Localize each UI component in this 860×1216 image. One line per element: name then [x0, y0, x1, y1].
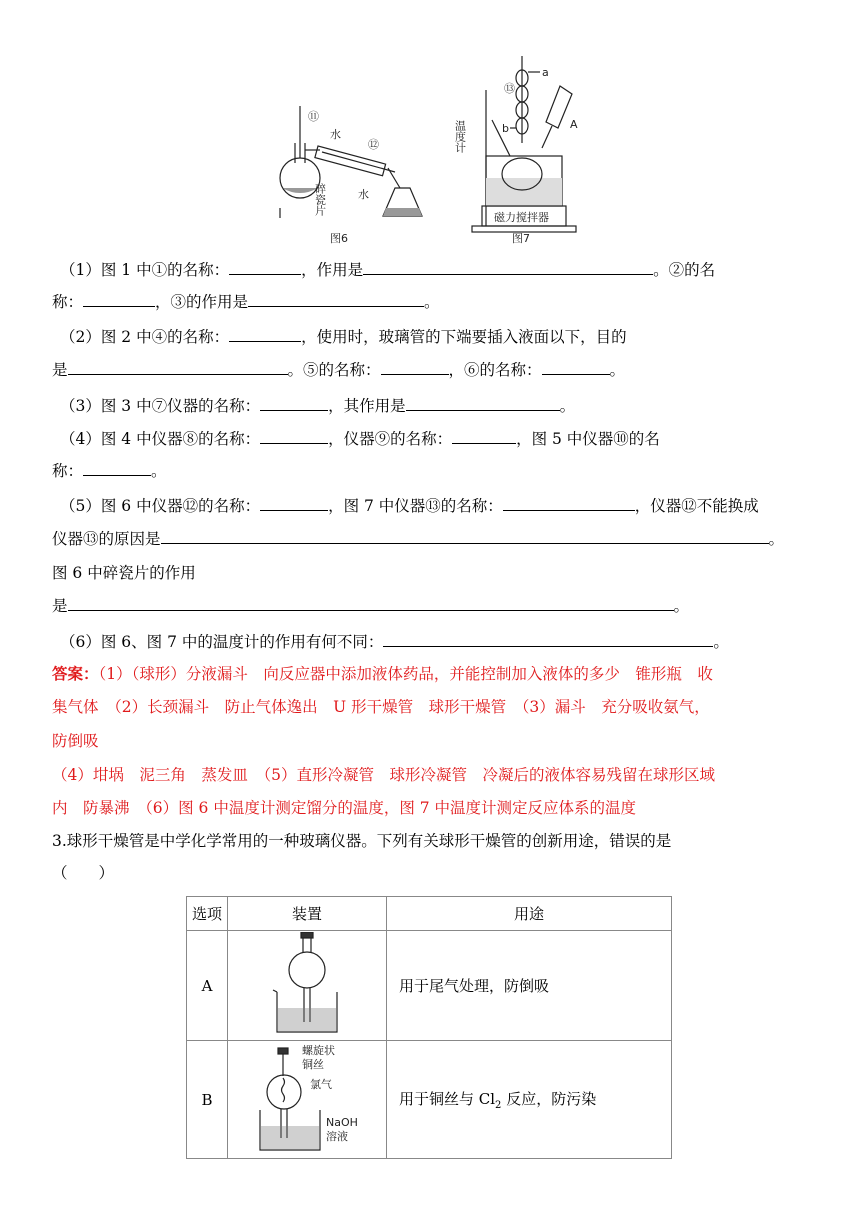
- q4-blank-3[interactable]: [83, 459, 151, 476]
- q1-blank-2[interactable]: [363, 258, 653, 275]
- figure-7: [472, 56, 576, 232]
- q2-blank-2[interactable]: [68, 358, 288, 375]
- q3-text-c: 。: [559, 397, 576, 415]
- question-5-line-4: [52, 594, 689, 617]
- q1-text-c: 。②的名: [653, 261, 716, 279]
- question-4-line-2: [52, 459, 167, 482]
- row-b-use-a: 用于铜丝与 Cl: [399, 1090, 496, 1108]
- q4-text-e: 。: [151, 462, 167, 480]
- answer-text-2: 集气体 （2）长颈漏斗 防止气体逸出 U 形干燥管 球形干燥管 （3）漏斗 充分吸收氨气，: [52, 698, 710, 716]
- q6-text-b: 。: [713, 633, 729, 651]
- figures-6-7: [260, 48, 620, 248]
- question-5-line-1: [60, 494, 759, 517]
- label-copper-wire: 铜丝: [302, 1057, 324, 1071]
- answer-text-5: 内 防暴沸 （6）图 6 中温度计测定馏分的温度，图 7 中温度计测定反应体系的温度: [52, 799, 637, 817]
- fig6-caption: 图6: [330, 232, 348, 245]
- problem-3-answer-paren[interactable]: （ ）: [52, 864, 115, 882]
- q4-text-d: 称：: [52, 462, 84, 480]
- answer-line-2: [52, 696, 710, 718]
- answer-text-4: （4）坩埚 泥三角 蒸发皿 （5）直形冷凝管 球形冷凝管 冷凝后的液体容易残留在球形区域: [52, 766, 715, 784]
- header-use: 用途: [387, 897, 672, 931]
- row-a-use: 用于尾气处理，防倒吸: [387, 931, 672, 1041]
- answer-text-3: 防倒吸: [52, 732, 99, 750]
- q5-blank-2[interactable]: [503, 494, 635, 511]
- question-1-line-1: [60, 258, 715, 281]
- answer-text-1: （1）（球形）分液漏斗 向反应器中添加液体药品，并能控制加入液体的多少 锥形瓶 收: [98, 665, 713, 683]
- fig6-label-chips: 碎瓷片: [313, 183, 327, 216]
- q3-blank-2[interactable]: [406, 394, 560, 411]
- q2-text-c: 是: [52, 361, 68, 379]
- answer-label: 答案：: [52, 664, 99, 683]
- q5-blank-1[interactable]: [260, 494, 328, 511]
- q1-blank-3[interactable]: [83, 290, 155, 307]
- q3-text-b: ，其作用是: [328, 397, 406, 415]
- question-4-line-1: [60, 427, 660, 450]
- q1-text-e: ，③的作用是: [155, 293, 249, 311]
- fig7-label-a: a: [542, 66, 549, 79]
- question-5-line-2: [52, 527, 784, 550]
- question-2-line-2: [52, 358, 625, 381]
- fig6-label-11: ⑪: [308, 110, 319, 123]
- fig7-label-stirrer: 磁力搅拌器: [494, 211, 549, 224]
- row-b-use: [387, 1041, 672, 1159]
- table-row: [187, 1041, 672, 1159]
- fig7-label-A: A: [570, 118, 578, 131]
- q5-blank-4[interactable]: [68, 594, 674, 611]
- figure-6: [280, 106, 422, 218]
- problem-3-text: 3.球形干燥管是中学化学常用的一种玻璃仪器。下列有关球形干燥管的创新用途，错误的是: [52, 832, 672, 850]
- question-1-line-2: [52, 290, 440, 313]
- q4-blank-2[interactable]: [452, 427, 516, 444]
- row-b-use-b: 反应，防污染: [501, 1090, 597, 1108]
- fig7-label-b: b: [502, 122, 509, 135]
- q2-blank-1[interactable]: [229, 325, 301, 342]
- row-a-option: A: [187, 931, 228, 1041]
- question-2-line-1: [60, 325, 627, 348]
- q1-text-b: ，作用是: [301, 261, 364, 279]
- q1-text-a: （1）图 1 中①的名称：: [60, 261, 230, 279]
- q4-text-b: ，仪器⑨的名称：: [328, 430, 453, 448]
- q2-text-f: 。: [609, 361, 626, 379]
- q5-text-e: 。: [768, 530, 785, 548]
- question-3-line: [60, 394, 575, 417]
- q5-text-a: （5）图 6 中仪器⑫的名称：: [60, 497, 261, 515]
- q2-text-b: ，使用时，玻璃管的下端要插入液面以下，目的: [301, 328, 627, 346]
- row-b-device: [228, 1041, 387, 1159]
- fig7-label-13: ⑬: [504, 82, 515, 95]
- q5-text-f: 图 6 中碎瓷片的作用: [52, 564, 196, 582]
- options-table: [186, 896, 672, 1159]
- q2-text-a: （2）图 2 中④的名称：: [60, 328, 230, 346]
- q5-text-d: 仪器⑬的原因是: [52, 530, 161, 548]
- fig6-label-12: ⑫: [368, 138, 379, 151]
- answer-line-1: [52, 663, 713, 685]
- q3-blank-1[interactable]: [260, 394, 328, 411]
- question-5-line-3: [52, 562, 196, 584]
- answer-line-3: [52, 730, 99, 752]
- q2-blank-4[interactable]: [542, 358, 610, 375]
- q4-text-a: （4）图 4 中仪器⑧的名称：: [60, 430, 261, 448]
- drying-tube-inverted-diagram: [247, 932, 367, 1036]
- q1-blank-4[interactable]: [248, 290, 424, 307]
- fig7-label-thermometer: 温度计: [453, 120, 467, 153]
- label-solution: 溶液: [326, 1129, 348, 1143]
- q5-text-b: ，图 7 中仪器⑬的名称：: [328, 497, 503, 515]
- q4-text-c: ，图 5 中仪器⑩的名: [516, 430, 660, 448]
- q1-blank-1[interactable]: [229, 258, 301, 275]
- problem-3-stem: [52, 830, 671, 852]
- question-6-line: [60, 630, 729, 653]
- table-header-row: [187, 897, 672, 931]
- label-naoh: NaOH: [326, 1115, 358, 1129]
- q2-blank-3[interactable]: [381, 358, 449, 375]
- q3-text-a: （3）图 3 中⑦仪器的名称：: [60, 397, 261, 415]
- q5-text-c: ，仪器⑫不能换成: [634, 497, 759, 515]
- q2-text-e: ，⑥的名称：: [448, 361, 542, 379]
- row-b-use-sub: 2: [495, 1100, 502, 1111]
- label-spiral: 螺旋状: [302, 1043, 335, 1057]
- problem-3-paren: [52, 862, 114, 884]
- drying-tube-copper-diagram: [232, 1042, 382, 1154]
- row-b-option: B: [187, 1041, 228, 1159]
- q5-text-g: 是: [52, 597, 68, 615]
- q1-text-f: 。: [424, 293, 440, 311]
- q2-text-d: 。⑤的名称：: [287, 361, 381, 379]
- table-row: [187, 931, 672, 1041]
- header-option: 选项: [187, 897, 228, 931]
- fig6-label-water-out: 水: [358, 188, 369, 201]
- fig6-label-water-in: 水: [330, 128, 341, 141]
- answer-line-4: [52, 764, 715, 786]
- q6-blank-1[interactable]: [383, 630, 713, 647]
- q5-text-h: 。: [673, 597, 690, 615]
- q5-blank-3[interactable]: [161, 527, 769, 544]
- q1-text-d: 称：: [52, 293, 84, 311]
- row-a-device: [228, 931, 387, 1041]
- answer-line-5: [52, 797, 636, 819]
- q6-text-a: （6）图 6、图 7 中的温度计的作用有何不同：: [60, 633, 384, 651]
- header-device: 装置: [228, 897, 387, 931]
- q4-blank-1[interactable]: [260, 427, 328, 444]
- label-chlorine: 氯气: [310, 1077, 332, 1091]
- fig7-caption: 图7: [512, 232, 530, 245]
